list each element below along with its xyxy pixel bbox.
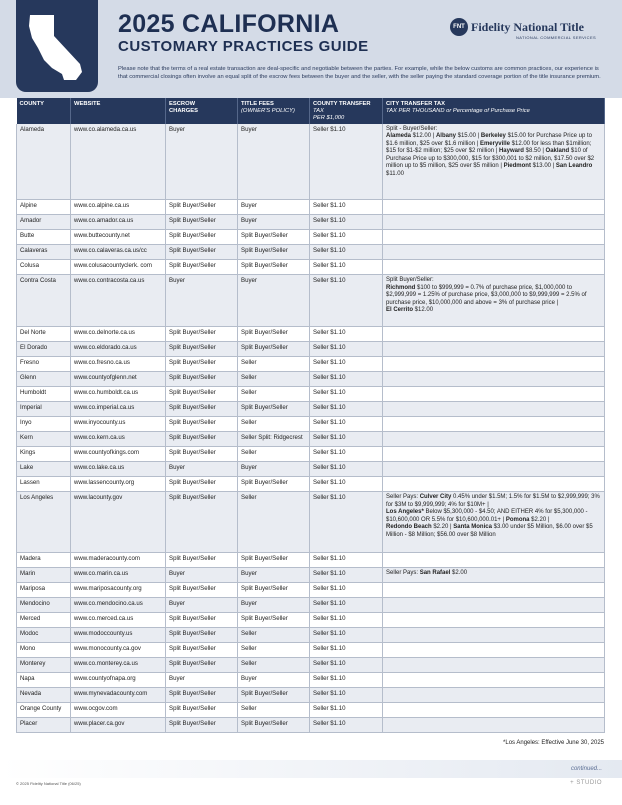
header-band [0,0,622,98]
website-link[interactable]: www.inyocounty.us [71,417,166,432]
county-transfer-cell: Seller $1.10 [310,275,383,327]
website-link[interactable]: www.maderacounty.com [71,553,166,568]
city-transfer-cell [383,718,605,733]
county-transfer-cell: Seller $1.10 [310,432,383,447]
escrow-cell: Buyer [166,568,238,583]
website-link[interactable]: www.lacounty.gov [71,492,166,553]
city-transfer-cell [383,327,605,342]
table-row [17,673,605,688]
city-transfer-cell [383,477,605,492]
city-transfer-cell [383,200,605,215]
county-transfer-cell: Seller $1.10 [310,718,383,733]
website-link[interactable]: www.countyofkings.com [71,447,166,462]
county-cell: Merced [17,613,71,628]
website-link[interactable]: www.co.mendocino.ca.us [71,598,166,613]
county-cell: Inyo [17,417,71,432]
county-cell: Calaveras [17,245,71,260]
county-cell: Mariposa [17,583,71,598]
city-transfer-cell: Seller Pays: Culver City 0.45% under $1.5M; 1.5% for $1.5M to $2,999,999; 3% for $3M to $9,999,999; 4% for $10M+ | Los Angeles* Below $5,300,000 - $4.50; AND EITHER 4% for $5,300,000 - $10,600,000 OR 5.5% for $10,600,000.01+ | Pomona $2.20 | Redondo Beach $2.20 | Santa Monica $3.00 under $5 Million, $6.00 over $5 Million - $8 Million; $56.00 over $8 Million [383,492,605,553]
title-fee-cell: Seller [238,658,310,673]
escrow-cell: Split Buyer/Seller [166,492,238,553]
website-link[interactable]: www.co.alameda.ca.us [71,124,166,200]
table-row [17,658,605,673]
title-fee-cell: Seller [238,628,310,643]
website-link[interactable]: www.placer.ca.gov [71,718,166,733]
county-cell: Lake [17,462,71,477]
county-cell: Butte [17,230,71,245]
fnt-seal-icon: FNT [450,18,468,36]
title-fee-cell: Seller [238,447,310,462]
brand-logo [450,18,600,46]
website-link[interactable]: www.co.delnorte.ca.us [71,327,166,342]
title-fee-cell: Buyer [238,275,310,327]
county-cell: Madera [17,553,71,568]
col-county-transfer: COUNTY TRANSFER TAX PER $1,000 [310,98,383,124]
title-fee-cell: Buyer [238,124,310,200]
table-row [17,200,605,215]
escrow-cell: Split Buyer/Seller [166,718,238,733]
county-transfer-cell: Seller $1.10 [310,357,383,372]
escrow-cell: Split Buyer/Seller [166,417,238,432]
county-transfer-cell: Seller $1.10 [310,215,383,230]
county-transfer-cell: Seller $1.10 [310,245,383,260]
escrow-cell: Split Buyer/Seller [166,402,238,417]
county-transfer-cell: Seller $1.10 [310,688,383,703]
county-cell: Lassen [17,477,71,492]
website-link[interactable]: www.co.lake.ca.us [71,462,166,477]
county-transfer-cell: Seller $1.10 [310,260,383,275]
website-link[interactable]: www.ocgov.com [71,703,166,718]
table-row [17,462,605,477]
city-transfer-cell [383,372,605,387]
county-transfer-cell: Seller $1.10 [310,658,383,673]
website-link[interactable]: www.co.marin.ca.us [71,568,166,583]
city-transfer-cell [383,260,605,275]
city-transfer-cell [383,215,605,230]
escrow-cell: Split Buyer/Seller [166,643,238,658]
county-cell: El Dorado [17,342,71,357]
website-link[interactable]: www.co.alpine.ca.us [71,200,166,215]
website-link[interactable]: www.co.humboldt.ca.us [71,387,166,402]
city-transfer-cell: Seller Pays: San Rafael $2.00 [383,568,605,583]
table-row [17,275,605,327]
city-transfer-cell [383,583,605,598]
copyright: © 2025 Fidelity National Title (06/25) [16,781,81,786]
county-cell: Los Angeles [17,492,71,553]
county-transfer-cell: Seller $1.10 [310,200,383,215]
table-row [17,387,605,402]
county-cell: Mono [17,643,71,658]
county-transfer-cell: Seller $1.10 [310,402,383,417]
city-transfer-cell [383,417,605,432]
county-transfer-cell: Seller $1.10 [310,643,383,658]
brand-name: Fidelity National Title [471,20,584,34]
city-transfer-cell [383,688,605,703]
county-transfer-cell: Seller $1.10 [310,703,383,718]
county-transfer-cell: Seller $1.10 [310,417,383,432]
table-row [17,432,605,447]
county-cell: Colusa [17,260,71,275]
brand-subtitle: NATIONAL COMMERCIAL SERVICES [516,35,597,40]
website-link[interactable]: www.lassencounty.org [71,477,166,492]
county-cell: Marin [17,568,71,583]
city-transfer-cell [383,387,605,402]
city-transfer-cell [383,230,605,245]
table-row [17,718,605,733]
website-link[interactable]: www.co.imperial.ca.us [71,402,166,417]
city-transfer-cell [383,245,605,260]
city-transfer-cell [383,613,605,628]
title-fee-cell: Split Buyer/Seller [238,688,310,703]
county-transfer-cell: Seller $1.10 [310,673,383,688]
title-fee-cell: Split Buyer/Seller [238,613,310,628]
col-city-transfer: CITY TRANSFER TAX TAX PER THOUSAND or Percentage of Purchase Price [383,98,605,124]
title-fee-cell: Split Buyer/Seller [238,477,310,492]
escrow-cell: Split Buyer/Seller [166,613,238,628]
escrow-cell: Split Buyer/Seller [166,200,238,215]
website-link[interactable]: www.modoccounty.us [71,628,166,643]
county-transfer-cell: Seller $1.10 [310,342,383,357]
escrow-cell: Split Buyer/Seller [166,447,238,462]
county-cell: Kings [17,447,71,462]
title-fee-cell: Split Buyer/Seller [238,245,310,260]
escrow-cell: Split Buyer/Seller [166,583,238,598]
title-fee-cell: Seller [238,703,310,718]
title-fee-cell: Seller [238,417,310,432]
title-fee-cell: Seller [238,643,310,658]
website-link[interactable]: www.colusacountyclerk. com [71,260,166,275]
california-map-icon [28,14,86,82]
city-transfer-cell [383,432,605,447]
county-cell: Modoc [17,628,71,643]
page-title: 2025 CALIFORNIA [118,10,340,38]
city-transfer-cell [383,447,605,462]
website-link[interactable]: www.buttecounty.net [71,230,166,245]
county-transfer-cell: Seller $1.10 [310,598,383,613]
county-transfer-cell: Seller $1.10 [310,492,383,553]
table-row [17,417,605,432]
county-cell: Amador [17,215,71,230]
county-cell: Glenn [17,372,71,387]
col-website: WEBSITE [71,98,166,124]
escrow-cell: Split Buyer/Seller [166,245,238,260]
table-row [17,477,605,492]
county-cell: Imperial [17,402,71,417]
escrow-cell: Split Buyer/Seller [166,703,238,718]
table-row [17,492,605,553]
website-link[interactable]: www.mynevadacounty.com [71,688,166,703]
title-fee-cell: Split Buyer/Seller [238,402,310,417]
bottom-band [0,760,622,778]
table-row [17,357,605,372]
table-header-row [17,98,605,124]
table-row [17,327,605,342]
county-transfer-cell: Seller $1.10 [310,447,383,462]
escrow-cell: Split Buyer/Seller [166,357,238,372]
escrow-cell: Split Buyer/Seller [166,260,238,275]
table-row [17,643,605,658]
escrow-cell: Buyer [166,124,238,200]
escrow-cell: Buyer [166,462,238,477]
title-fee-cell: Split Buyer/Seller [238,553,310,568]
title-fee-cell: Seller [238,492,310,553]
county-transfer-cell: Seller $1.10 [310,372,383,387]
county-cell: Contra Costa [17,275,71,327]
escrow-cell: Split Buyer/Seller [166,553,238,568]
escrow-cell: Split Buyer/Seller [166,387,238,402]
escrow-cell: Split Buyer/Seller [166,230,238,245]
county-transfer-cell: Seller $1.10 [310,568,383,583]
studio-logo: + STUDIO [570,780,602,786]
col-county: COUNTY [17,98,71,124]
website-link[interactable]: www.co.contracosta.ca.us [71,275,166,327]
city-transfer-cell [383,357,605,372]
escrow-cell: Split Buyer/Seller [166,432,238,447]
escrow-cell: Split Buyer/Seller [166,372,238,387]
website-link[interactable]: www.co.fresno.ca.us [71,357,166,372]
county-cell: Nevada [17,688,71,703]
county-transfer-cell: Seller $1.10 [310,462,383,477]
county-cell: Placer [17,718,71,733]
table-row [17,230,605,245]
city-transfer-cell: Split Buyer/Seller: Richmond $100 to $999,999 = 0.7% of purchase price, $1,000,000 to $2,999,999 = 1.25% of purchase price, $3,000,000 to $9,999,999 = 2.5% of purchase price, $10,000,000 and above = 3% of purchase price | El Cerrito $12.00 [383,275,605,327]
website-link[interactable]: www.co.calaveras.ca.us/cc [71,245,166,260]
city-transfer-cell [383,402,605,417]
title-fee-cell: Split Buyer/Seller [238,327,310,342]
customs-table [16,98,605,733]
county-cell: Del Norte [17,327,71,342]
website-link[interactable]: www.monocounty.ca.gov [71,643,166,658]
title-fee-cell: Seller [238,372,310,387]
city-transfer-cell [383,342,605,357]
county-cell: Orange County [17,703,71,718]
county-cell: Alameda [17,124,71,200]
city-transfer-cell [383,643,605,658]
website-link[interactable]: www.co.kern.ca.us [71,432,166,447]
city-transfer-cell: Split - Buyer/Seller: Alameda $12.00 | Albany $15.00 | Berkeley $15.00 for Purchase Price up to $1.6 million, $25 over $1.6 million | Emeryville $12.00 for less than $1million; $15 for $1-$2 million; $25 over $2 million | Hayward $8.50 | Oakland $10 of Purchase Price up to $300,000, $15 for $300,001 to $2 million, $17.50 over $2 million up to $5 million, $25 over $5 million | Piedmont $13.00 | San Leandro $11.00 [383,124,605,200]
county-transfer-cell: Seller $1.10 [310,628,383,643]
table-row [17,372,605,387]
city-transfer-cell [383,673,605,688]
escrow-cell: Split Buyer/Seller [166,215,238,230]
escrow-cell: Buyer [166,275,238,327]
county-transfer-cell: Seller $1.10 [310,124,383,200]
county-transfer-cell: Seller $1.10 [310,387,383,402]
county-cell: Alpine [17,200,71,215]
county-transfer-cell: Seller $1.10 [310,583,383,598]
escrow-cell: Buyer [166,598,238,613]
title-fee-cell: Split Buyer/Seller [238,718,310,733]
table-row [17,613,605,628]
county-cell: Kern [17,432,71,447]
title-fee-cell: Split Buyer/Seller [238,583,310,598]
table-row [17,553,605,568]
website-link[interactable]: www.countyofglenn.net [71,372,166,387]
escrow-cell: Split Buyer/Seller [166,658,238,673]
table-row [17,598,605,613]
website-link[interactable]: www.mariposacounty.org [71,583,166,598]
table-row [17,260,605,275]
escrow-cell: Buyer [166,673,238,688]
county-cell: Humboldt [17,387,71,402]
table-row [17,703,605,718]
escrow-cell: Split Buyer/Seller [166,477,238,492]
customs-table-wrap [16,98,604,733]
city-transfer-cell [383,628,605,643]
title-fee-cell: Split Buyer/Seller [238,230,310,245]
table-row [17,447,605,462]
escrow-cell: Split Buyer/Seller [166,628,238,643]
website-link[interactable]: www.co.merced.ca.us [71,613,166,628]
website-link[interactable]: www.co.eldorado.ca.us [71,342,166,357]
city-transfer-cell [383,703,605,718]
footnote: *Los Angeles: Effective June 30, 2025 [503,740,604,746]
title-fee-cell: Buyer [238,673,310,688]
table-row [17,568,605,583]
title-fee-cell: Split Buyer/Seller [238,260,310,275]
title-fee-cell: Buyer [238,462,310,477]
website-link[interactable]: www.co.amador.ca.us [71,215,166,230]
escrow-cell: Split Buyer/Seller [166,688,238,703]
table-row [17,628,605,643]
title-fee-cell: Split Buyer/Seller [238,342,310,357]
county-transfer-cell: Seller $1.10 [310,613,383,628]
title-fee-cell: Seller [238,357,310,372]
title-fee-cell: Buyer [238,200,310,215]
table-row [17,245,605,260]
county-transfer-cell: Seller $1.10 [310,327,383,342]
intro-paragraph: Please note that the terms of a real estate transaction are deal-specific and negotiable between the parties. For example, while the below customs are common practices, our experience is that commercial closings often involve an equal split of the escrow fees between the buyer and the seller, with the seller paying the standard coverage portion of the title insurance premium. [118,66,601,80]
table-row [17,402,605,417]
city-transfer-cell [383,598,605,613]
escrow-cell: Split Buyer/Seller [166,342,238,357]
continued-link[interactable]: continued... [570,766,602,772]
escrow-cell: Split Buyer/Seller [166,327,238,342]
county-cell: Fresno [17,357,71,372]
title-fee-cell: Seller [238,387,310,402]
state-emblem [16,0,98,92]
county-transfer-cell: Seller $1.10 [310,553,383,568]
title-fee-cell: Buyer [238,598,310,613]
county-cell: Napa [17,673,71,688]
county-cell: Mendocino [17,598,71,613]
col-title-fees: TITLE FEES (OWNER'S POLICY) [238,98,310,124]
table-row [17,215,605,230]
title-fee-cell: Buyer [238,568,310,583]
title-fee-cell: Seller Split: Ridgecrest [238,432,310,447]
county-transfer-cell: Seller $1.10 [310,230,383,245]
table-row [17,124,605,200]
city-transfer-cell [383,553,605,568]
page-subtitle: CUSTOMARY PRACTICES GUIDE [118,38,369,55]
title-fee-cell: Buyer [238,215,310,230]
table-row [17,583,605,598]
city-transfer-cell [383,658,605,673]
county-cell: Monterey [17,658,71,673]
col-escrow: ESCROW CHARGES [166,98,238,124]
table-row [17,342,605,357]
county-transfer-cell: Seller $1.10 [310,477,383,492]
city-transfer-cell [383,462,605,477]
table-row [17,688,605,703]
website-link[interactable]: www.countyofnapa.org [71,673,166,688]
website-link[interactable]: www.co.monterey.ca.us [71,658,166,673]
